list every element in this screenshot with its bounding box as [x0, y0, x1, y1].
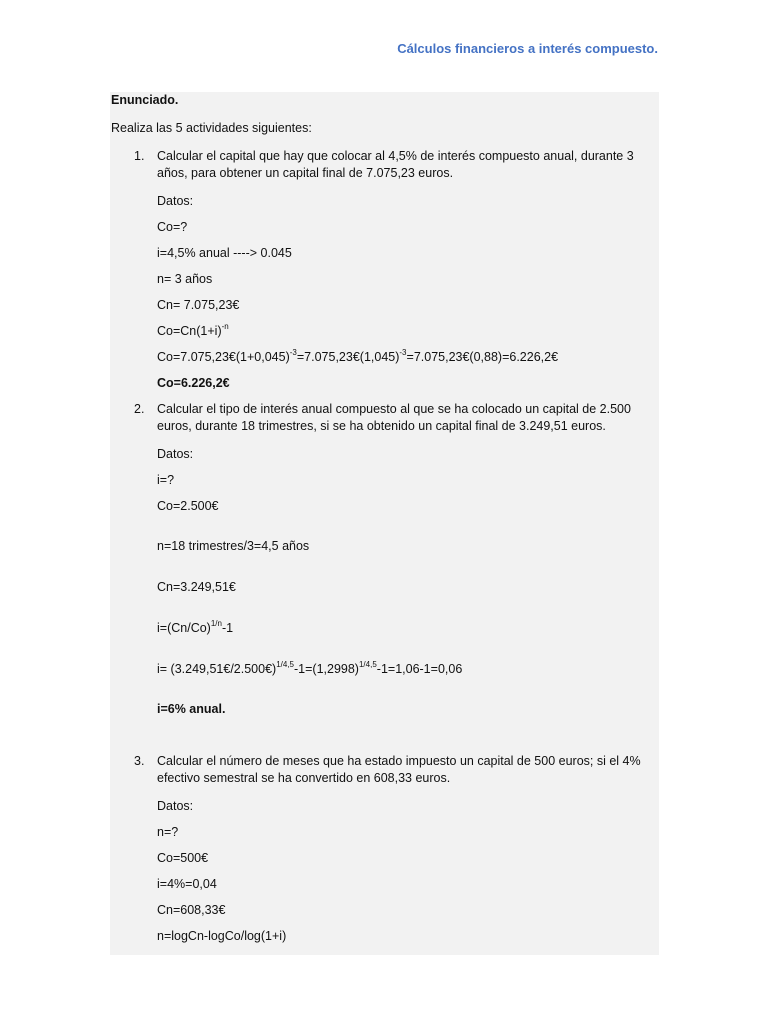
item-statement-2: Calcular el tipo de interés anual compuesto al que se ha colocado un capital de 2.500 euros, durante 18 trimestres, si se ha obtenido un capital final de 3.249,51 euros.: [157, 402, 631, 433]
exponent: -n: [221, 321, 229, 331]
exponent: 1/n: [210, 618, 222, 628]
item-1-calculation: [157, 349, 558, 366]
formula-text: i=(Cn/Co): [157, 621, 211, 635]
item-1-line-co: Co=?: [157, 220, 188, 234]
item-2-calculation: [157, 661, 462, 678]
calc-part: Co=7.075,23€(1+0,045): [157, 350, 290, 364]
calc-part: =7.075,23€(0,88)=6.226,2€: [406, 350, 559, 364]
section-heading: Enunciado.: [111, 93, 179, 107]
item-2-datos-label: Datos:: [157, 447, 194, 461]
document-body: [110, 92, 659, 955]
calc-part: -1=(1,2998): [294, 662, 359, 676]
calc-part: =7.075,23€(1,045): [296, 350, 400, 364]
exponent: 1/4,5: [276, 659, 294, 669]
exponent: -3: [399, 347, 407, 357]
item-3-line-cn: Cn=608,33€: [157, 903, 226, 917]
item-1-line-i: i=4,5% anual ----> 0.045: [157, 246, 292, 260]
item-3-line-n: n=?: [157, 825, 179, 839]
item-1-line-cn: Cn= 7.075,23€: [157, 298, 240, 312]
item-2-result: i=6% anual.: [157, 702, 226, 716]
item-2-formula: [157, 620, 233, 637]
exponent: -3: [289, 347, 297, 357]
item-2-line-i: i=?: [157, 473, 175, 487]
item-2-line-n: n=18 trimestres/3=4,5 años: [157, 539, 310, 553]
item-number-2: 2.: [134, 402, 145, 416]
item-1-formula: [157, 323, 229, 340]
formula-text: -1: [221, 621, 234, 635]
formula-text: Co=Cn(1+i): [157, 324, 222, 338]
item-3-formula: n=logCn-logCo/log(1+i): [157, 929, 287, 943]
item-2-line-cn: Cn=3.249,51€: [157, 580, 236, 594]
item-1-datos-label: Datos:: [157, 194, 194, 208]
item-number-3: 3.: [134, 754, 145, 768]
item-2-line-co: Co=2.500€: [157, 499, 219, 513]
item-3-line-co: Co=500€: [157, 851, 209, 865]
page-header-title: Cálculos financieros a interés compuesto.: [397, 41, 658, 56]
item-3-line-i: i=4%=0,04: [157, 877, 217, 891]
item-1-line-n: n= 3 años: [157, 272, 213, 286]
item-statement-1: Calcular el capital que hay que colocar al 4,5% de interés compuesto anual, durante 3 años, para obtener un capital final de 7.075,23 euros.: [157, 149, 634, 180]
item-number-1: 1.: [134, 149, 145, 163]
item-1-result: Co=6.226,2€: [157, 376, 230, 390]
calc-part: -1=1,06-1=0,06: [376, 662, 463, 676]
calc-part: i= (3.249,51€/2.500€): [157, 662, 277, 676]
item-statement-3: Calcular el número de meses que ha estado impuesto un capital de 500 euros; si el 4% efectivo semestral se ha convertido en 608,33 euros.: [157, 754, 641, 785]
exponent: 1/4,5: [358, 659, 377, 669]
item-3-datos-label: Datos:: [157, 799, 194, 813]
intro-text: Realiza las 5 actividades siguientes:: [111, 121, 312, 135]
